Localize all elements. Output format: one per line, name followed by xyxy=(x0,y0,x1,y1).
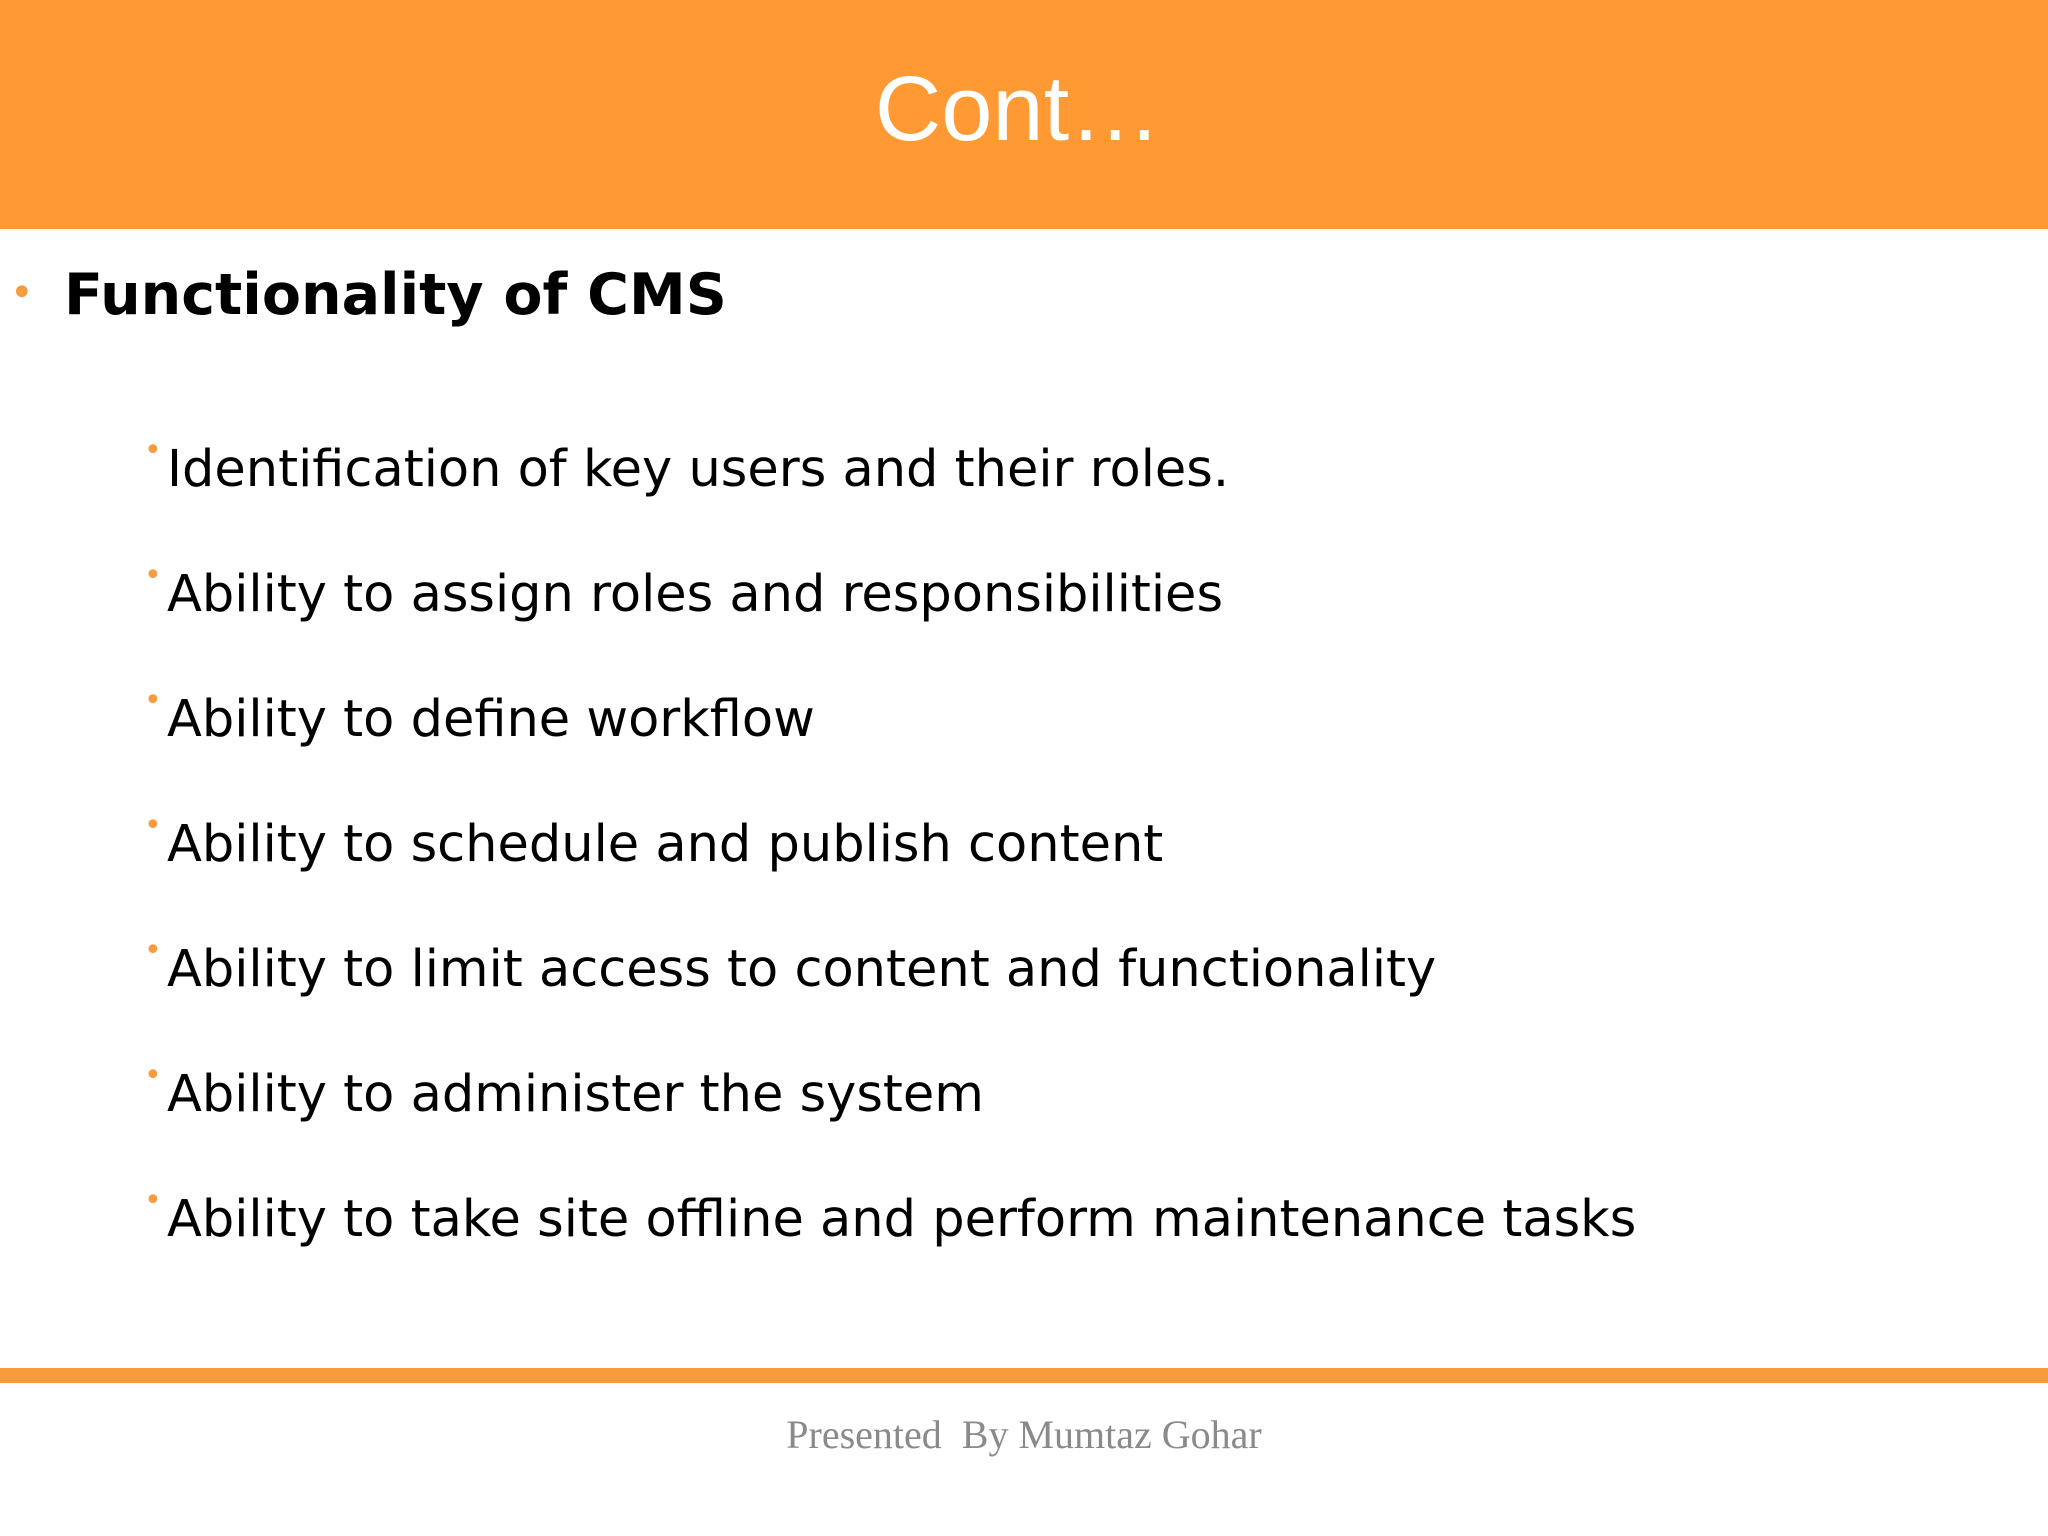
list-item-text: Ability to assign roles and responsibilities xyxy=(167,565,1224,624)
presenter-credit: Presented By Mumtaz Gohar xyxy=(786,1412,1262,1457)
list-item-text: Ability to take site offline and perform maintenance tasks xyxy=(167,1190,1637,1249)
bullet-icon: • xyxy=(10,270,34,316)
list-item xyxy=(0,680,1900,805)
list-item-text: Ability to limit access to content and functionality xyxy=(167,940,1437,999)
slide-title: Cont… xyxy=(874,58,1162,160)
list-item-text: Ability to administer the system xyxy=(167,1065,984,1124)
bullet-icon: • xyxy=(144,1058,162,1093)
main-bullet xyxy=(0,255,1400,335)
bullet-icon: • xyxy=(144,808,162,843)
bullet-icon: • xyxy=(144,433,162,468)
header-bar xyxy=(0,0,2048,229)
list-item xyxy=(0,805,1900,930)
list-item xyxy=(0,555,1900,680)
list-item xyxy=(0,430,1900,555)
list-item-text: Ability to define workflow xyxy=(167,690,815,749)
list-item xyxy=(0,1055,1900,1180)
section-heading: Functionality of CMS xyxy=(64,262,727,328)
feature-list xyxy=(0,430,2048,1305)
list-item xyxy=(0,1180,1900,1305)
bullet-icon: • xyxy=(144,683,162,718)
bullet-icon: • xyxy=(144,933,162,968)
footer-divider xyxy=(0,1368,2048,1383)
list-item xyxy=(0,930,1900,1055)
bullet-icon: • xyxy=(144,1183,162,1218)
bullet-icon: • xyxy=(144,558,162,593)
list-item-text: Ability to schedule and publish content xyxy=(167,815,1164,874)
list-item-text: Identification of key users and their roles. xyxy=(167,440,1230,499)
